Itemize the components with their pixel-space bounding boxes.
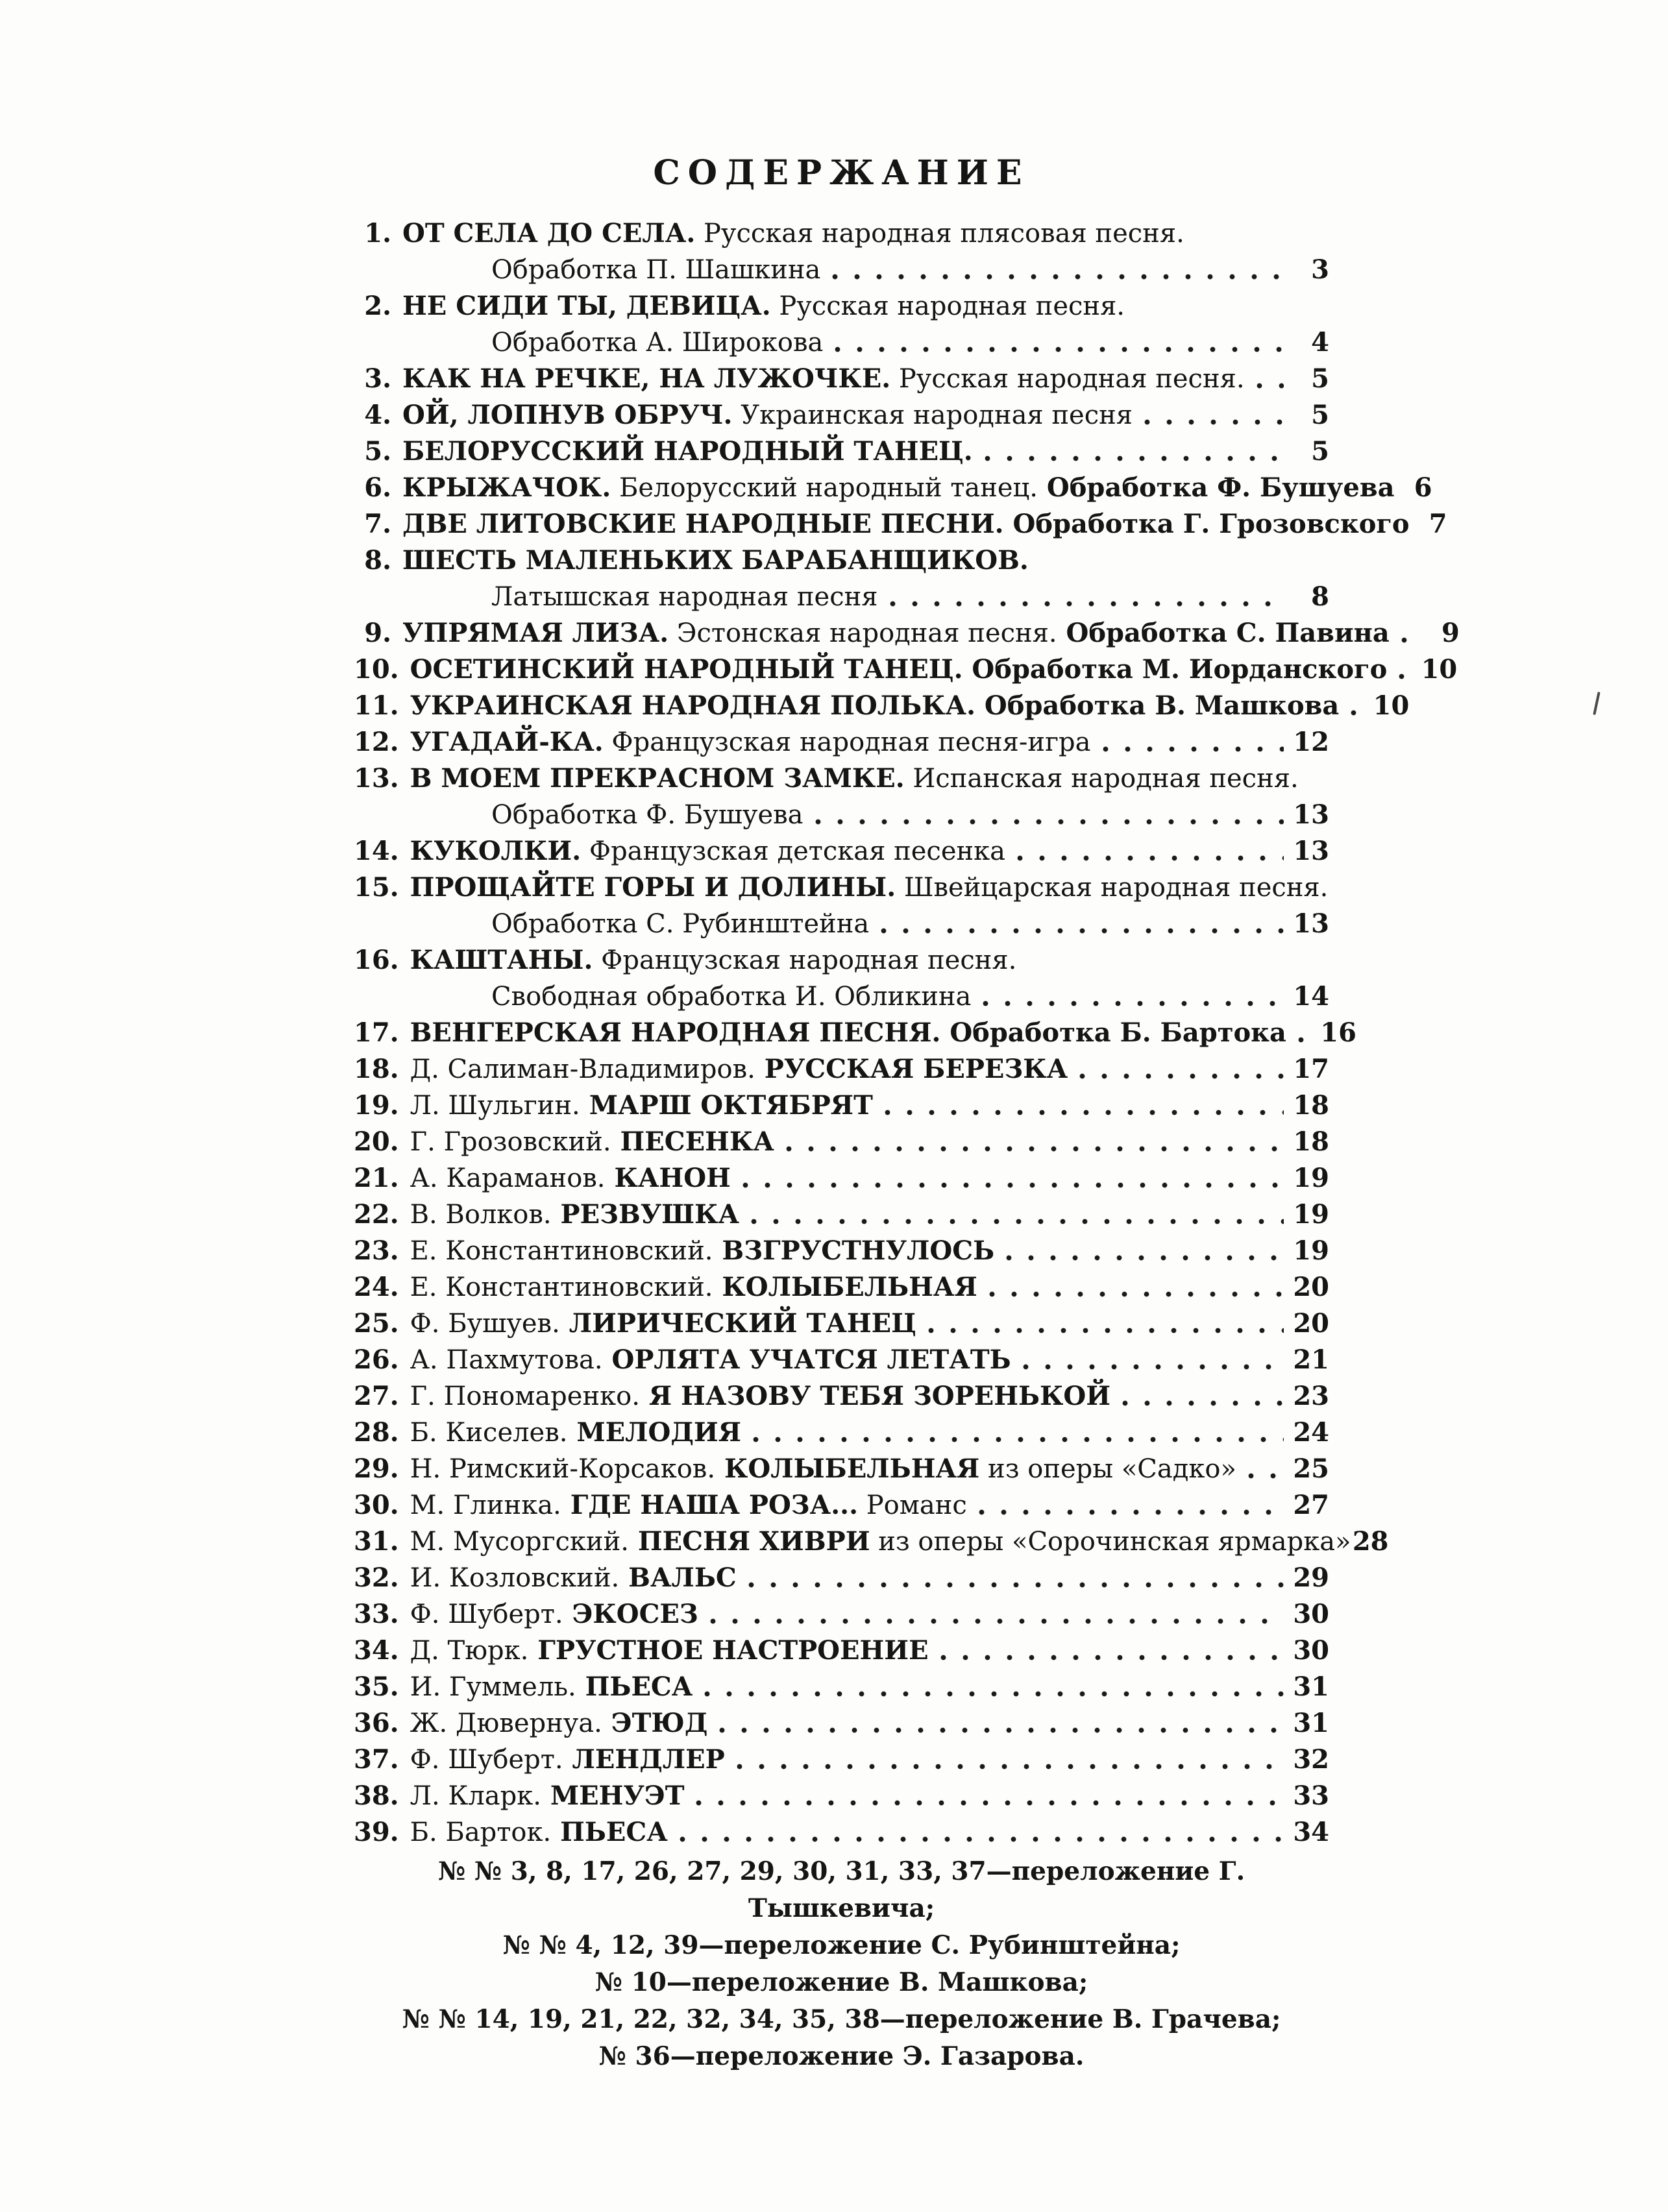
toc-line [354, 506, 1447, 542]
entry-number: 32. [354, 1562, 399, 1593]
entry-number: 36. [354, 1708, 399, 1738]
toc-entry [354, 542, 1329, 615]
entry-number: 23. [354, 1235, 399, 1266]
toc-entry [354, 1342, 1329, 1378]
entry-number: 37. [354, 1744, 399, 1775]
leader-dots [815, 819, 1284, 825]
leader-dots [680, 1836, 1284, 1842]
page-number: 5 [1311, 363, 1329, 394]
leader-dots [979, 1509, 1284, 1515]
entry-number: 14. [354, 836, 399, 866]
entry-number: 4. [364, 400, 391, 430]
entry-text: Обработка А. Широкова [491, 328, 824, 358]
entry-number: 33. [354, 1599, 399, 1629]
toc-line [354, 470, 1432, 506]
toc-line [354, 1342, 1329, 1378]
entry-text: НЕ СИДИ ТЫ, ДЕВИЦА. Русская народная песня. [402, 291, 1125, 321]
toc-entry [354, 1378, 1329, 1415]
entry-text: Латышская народная песня [491, 582, 878, 612]
toc-line [354, 288, 1329, 324]
toc-line [354, 252, 1329, 288]
leader-dots [742, 1182, 1284, 1188]
page-number: 31 [1293, 1671, 1329, 1702]
entry-number: 31. [354, 1526, 399, 1557]
entry-number: 35. [354, 1671, 399, 1702]
leader-dots [786, 1146, 1284, 1152]
footnote-line: № № 3, 8, 17, 26, 27, 29, 30, 31, 33, 37—переложение Г. Тышкевича; [437, 1856, 1245, 1923]
page-number: 19 [1293, 1163, 1329, 1193]
entry-text: Д. Тюрк. ГРУСТНОЕ НАСТРОЕНИЕ [410, 1635, 929, 1666]
entry-number: 13. [354, 763, 399, 794]
entry-number: 38. [354, 1781, 399, 1811]
entry-number: 5. [364, 436, 391, 467]
entry-text: М. Мусоргский. ПЕСНЯ ХИВРИ из оперы «Сорочинская ярмарка» [410, 1526, 1351, 1557]
page-number: 4 [1311, 327, 1329, 358]
toc-entry [354, 833, 1329, 869]
entry-number: 16. [354, 945, 399, 975]
page-number: 20 [1293, 1272, 1329, 1302]
toc-entry [354, 1124, 1329, 1160]
entry-number: 10. [354, 654, 399, 685]
toc-line [354, 542, 1329, 579]
entry-number: 21. [354, 1163, 399, 1193]
leader-dots [890, 601, 1284, 607]
toc-line [354, 1633, 1329, 1669]
leader-dots [1023, 1364, 1284, 1370]
page-number: 14 [1293, 981, 1329, 1012]
page-number: 13 [1293, 908, 1329, 939]
toc-line [354, 1742, 1329, 1778]
toc-entry [354, 1233, 1329, 1269]
entry-text: Ф. Бушуев. ЛИРИЧЕСКИЙ ТАНЕЦ [410, 1308, 916, 1339]
entry-number: 8. [364, 545, 391, 576]
leader-dots [1257, 383, 1284, 389]
page-number: 30 [1293, 1599, 1329, 1629]
entry-number: 20. [354, 1126, 399, 1157]
page-number: 19 [1293, 1235, 1329, 1266]
entry-text: М. Глинка. ГДЕ НАША РОЗА... Романс [410, 1490, 967, 1520]
toc-entry [354, 470, 1432, 506]
toc-entry [354, 724, 1329, 760]
toc-line [354, 215, 1329, 252]
entry-number: 30. [354, 1490, 399, 1520]
toc-entry [354, 869, 1329, 942]
toc-line [354, 1778, 1329, 1814]
entry-text: Е. Константиновский. КОЛЫБЕЛЬНАЯ [410, 1272, 977, 1302]
entry-text: КУКОЛКИ. Французская детская песенка [410, 836, 1006, 866]
entry-number: 3. [364, 363, 391, 394]
toc-line [354, 1596, 1329, 1633]
entry-text: УКРАИНСКАЯ НАРОДНАЯ ПОЛЬКА. Обработка В. Машкова [410, 690, 1340, 721]
leader-dots [696, 1800, 1284, 1806]
entry-text: Обработка Ф. Бушуева [491, 800, 803, 830]
toc-entry [354, 1015, 1356, 1051]
toc-line [354, 1487, 1329, 1524]
entry-text: Ж. Дювернуа. ЭТЮД [410, 1708, 708, 1738]
leader-dots [1017, 855, 1284, 861]
entry-number: 9. [364, 618, 391, 648]
toc-line [354, 1560, 1329, 1596]
toc-line [354, 579, 1329, 615]
page-number: 18 [1293, 1090, 1329, 1121]
leader-dots [835, 346, 1284, 352]
entry-text: ВЕНГЕРСКАЯ НАРОДНАЯ ПЕСНЯ. Обработка Б. Бартока [410, 1017, 1286, 1048]
leader-dots [1399, 674, 1412, 679]
toc-line [354, 688, 1410, 724]
entry-number: 26. [354, 1344, 399, 1375]
entry-text: Г. Пономаренко. Я НАЗОВУ ТЕБЯ ЗОРЕНЬКОЙ [410, 1381, 1111, 1411]
toc-line [354, 1415, 1329, 1451]
entry-text: КАШТАНЫ. Французская народная песня. [410, 945, 1017, 975]
page-number: 32 [1293, 1744, 1329, 1775]
entry-text: Б. Барток. ПЬЕСА [410, 1817, 668, 1847]
page-number: 29 [1293, 1562, 1329, 1593]
footnote-line: № 10—переложение В. Машкова; [595, 1967, 1088, 1997]
leader-dots [1248, 1473, 1284, 1479]
toc-entry [354, 1197, 1329, 1233]
scan-artifact [1593, 692, 1600, 715]
footnotes [354, 1853, 1329, 2075]
page-number: 25 [1293, 1453, 1329, 1484]
toc-line [354, 361, 1329, 397]
leader-dots [1144, 419, 1284, 425]
page-number: 23 [1293, 1381, 1329, 1411]
toc-entry [354, 1778, 1329, 1814]
toc-line [354, 833, 1329, 869]
entry-text: Д. Салиман-Владимиров. РУССКАЯ БЕРЕЗКА [410, 1054, 1068, 1084]
toc-line [354, 797, 1329, 833]
leader-dots [881, 928, 1284, 934]
toc-entry [354, 1269, 1329, 1306]
page-number: 34 [1293, 1817, 1329, 1847]
entry-text: УПРЯМАЯ ЛИЗА. Эстонская народная песня. Обработка С. Павина [402, 618, 1390, 648]
entry-text: И. Гуммель. ПЬЕСА [410, 1671, 693, 1702]
page-number: 31 [1293, 1708, 1329, 1738]
entry-text: Обработка П. Шашкина [491, 255, 821, 285]
entry-number: 1. [364, 218, 391, 249]
leader-dots [832, 274, 1284, 280]
entry-number: 15. [354, 872, 399, 903]
toc-line [354, 1306, 1329, 1342]
page-number: 30 [1293, 1635, 1329, 1666]
page-number: 17 [1293, 1054, 1329, 1084]
toc-entry [354, 1051, 1329, 1088]
entry-text: ШЕСТЬ МАЛЕНЬКИХ БАРАБАНЩИКОВ. [402, 545, 1029, 576]
entry-text: ДВЕ ЛИТОВСКИЕ НАРОДНЫЕ ПЕСНИ. Обработка Г. Грозовского [402, 509, 1410, 539]
toc-line [354, 1814, 1329, 1851]
toc-line [354, 1669, 1329, 1705]
toc-entry [354, 1415, 1329, 1451]
toc-line [354, 1160, 1329, 1197]
page-number: 5 [1311, 436, 1329, 467]
entry-text: Е. Константиновский. ВЗГРУСТНУЛОСЬ [410, 1235, 995, 1266]
entry-number: 27. [354, 1381, 399, 1411]
toc-line [354, 1451, 1329, 1487]
entry-number: 2. [364, 291, 391, 321]
entry-number: 11. [354, 690, 399, 721]
leader-dots [1351, 710, 1364, 716]
entry-text: Г. Грозовский. ПЕСЕНКА [410, 1126, 774, 1157]
toc-line [354, 1233, 1329, 1269]
entry-number: 25. [354, 1308, 399, 1339]
toc-entry [354, 506, 1447, 542]
entry-number: 6. [364, 472, 391, 503]
toc-entry [354, 1742, 1329, 1778]
entry-text: ОЙ, ЛОПНУВ ОБРУЧ. Украинская народная песня [402, 400, 1133, 430]
page-number: 7 [1429, 509, 1447, 539]
page-number: 12 [1293, 727, 1329, 757]
entry-text: Н. Римский-Корсаков. КОЛЫБЕЛЬНАЯ из оперы «Садко» [410, 1453, 1236, 1484]
page-number: 6 [1414, 472, 1432, 503]
entry-number: 7. [364, 509, 391, 539]
entry-text: Ф. Шуберт. ЭКОСЕЗ [410, 1599, 698, 1629]
toc-line [354, 1705, 1329, 1742]
leader-dots [710, 1618, 1284, 1624]
toc-entry [354, 1160, 1329, 1197]
leader-dots [1401, 637, 1414, 643]
entry-text: Ф. Шуберт. ЛЕНДЛЕР [410, 1744, 725, 1775]
toc-line [354, 397, 1329, 433]
leader-dots [751, 1219, 1284, 1224]
leader-dots [940, 1655, 1284, 1660]
toc-entry [354, 688, 1410, 724]
toc-line [354, 615, 1460, 651]
toc-entry [354, 397, 1329, 433]
page-number: 19 [1293, 1199, 1329, 1230]
entry-text: А. Пахмутова. ОРЛЯТА УЧАТСЯ ЛЕТАТЬ [410, 1344, 1011, 1375]
toc-entry [354, 1088, 1329, 1124]
toc-line [354, 1378, 1329, 1415]
toc-entry [354, 1306, 1329, 1342]
leader-dots [885, 1110, 1284, 1115]
toc-entry [354, 288, 1329, 361]
toc-line [354, 724, 1329, 760]
toc-line [354, 1269, 1329, 1306]
entry-number: 18. [354, 1054, 399, 1084]
toc-line [354, 651, 1458, 688]
entry-text: БЕЛОРУССКИЙ НАРОДНЫЙ ТАНЕЦ. [402, 436, 973, 467]
entry-number: 17. [354, 1017, 399, 1048]
toc-entry [354, 1524, 1389, 1560]
page-number: 8 [1311, 581, 1329, 612]
toc-entry [354, 651, 1458, 688]
entry-number: 19. [354, 1090, 399, 1121]
footnote-line: № 36—переложение Э. Газарова. [598, 2041, 1085, 2071]
toc-entry [354, 942, 1329, 1015]
entry-number: 22. [354, 1199, 399, 1230]
entry-number: 12. [354, 727, 399, 757]
page-number: 21 [1293, 1344, 1329, 1375]
entry-text: А. Караманов. КАНОН [410, 1163, 731, 1193]
entry-text: УГАДАЙ-КА. Французская народная песня-игра [410, 727, 1091, 757]
page-number: 10 [1421, 654, 1458, 685]
leader-dots [753, 1437, 1284, 1442]
toc-line [354, 869, 1329, 906]
toc-entry [354, 1814, 1329, 1851]
toc-entry [354, 1560, 1329, 1596]
toc-line [354, 1124, 1329, 1160]
page-title: СОДЕРЖАНИЕ [653, 153, 1030, 193]
leader-dots [1298, 1037, 1311, 1043]
page-number: 5 [1311, 400, 1329, 430]
leader-dots [704, 1691, 1284, 1697]
toc-entry [354, 1669, 1329, 1705]
leader-dots [928, 1328, 1284, 1333]
entry-number: 29. [354, 1453, 399, 1484]
toc-line [354, 1197, 1329, 1233]
entry-number: 24. [354, 1272, 399, 1302]
page-number: 28 [1352, 1526, 1389, 1557]
toc-entry [354, 361, 1329, 397]
page-number: 13 [1293, 836, 1329, 866]
page-number: 13 [1293, 799, 1329, 830]
entry-text: Обработка С. Рубинштейна [491, 909, 870, 939]
entry-text: КАК НА РЕЧКЕ, НА ЛУЖОЧКЕ. Русская народная песня. [402, 363, 1245, 394]
toc-entry [354, 1633, 1329, 1669]
toc-line [354, 433, 1329, 470]
toc-line [354, 906, 1329, 942]
toc-entry [354, 1705, 1329, 1742]
entry-text: Б. Киселев. МЕЛОДИЯ [410, 1417, 741, 1448]
toc-entry [354, 615, 1460, 651]
page-number: 3 [1311, 254, 1329, 285]
toc-line [354, 978, 1329, 1015]
entry-text: И. Козловский. ВАЛЬС [410, 1562, 737, 1593]
entry-text: В МОЕМ ПРЕКРАСНОМ ЗАМКЕ. Испанская народная песня. [410, 763, 1299, 794]
page-number: 20 [1293, 1308, 1329, 1339]
page-number: 16 [1320, 1017, 1356, 1048]
page-number: 9 [1441, 618, 1460, 648]
toc-line [354, 1088, 1329, 1124]
leader-dots [983, 1001, 1284, 1006]
leader-dots [719, 1727, 1284, 1733]
toc-entry [354, 1487, 1329, 1524]
toc-line [354, 760, 1329, 797]
entry-number: 28. [354, 1417, 399, 1448]
toc-line [354, 1524, 1389, 1560]
page-number: 18 [1293, 1126, 1329, 1157]
leader-dots [985, 456, 1284, 461]
entry-text: Л. Шульгин. МАРШ ОКТЯБРЯТ [410, 1090, 873, 1121]
leader-dots [1079, 1073, 1284, 1079]
entry-text: ОТ СЕЛА ДО СЕЛА. Русская народная плясовая песня. [402, 218, 1184, 249]
leader-dots [1006, 1255, 1284, 1261]
toc-entry [354, 760, 1329, 833]
entry-text: Свободная обработка И. Обликина [491, 982, 972, 1012]
toc-list [354, 215, 1460, 1851]
entry-text: КРЫЖАЧОК. Белорусский народный танец. Обработка Ф. Бушуева [402, 472, 1395, 503]
entry-text: В. Волков. РЕЗВУШКА [410, 1199, 739, 1230]
toc-entry [354, 433, 1329, 470]
entry-number: 34. [354, 1635, 399, 1666]
page-number: 10 [1373, 690, 1410, 721]
entry-text: Л. Кларк. МЕНУЭТ [410, 1781, 685, 1811]
toc-line [354, 1015, 1356, 1051]
page-number: 24 [1293, 1417, 1329, 1448]
toc-entry [354, 215, 1329, 288]
leader-dots [748, 1582, 1284, 1588]
leader-dots [989, 1291, 1284, 1297]
toc-line [354, 324, 1329, 361]
toc-entry [354, 1451, 1329, 1487]
leader-dots [1122, 1400, 1284, 1406]
toc-line [354, 942, 1329, 978]
footnote-line: № № 14, 19, 21, 22, 32, 34, 35, 38—переложение В. Грачева; [402, 2004, 1281, 2034]
page-number: 33 [1293, 1781, 1329, 1811]
page-number: 27 [1293, 1490, 1329, 1520]
leader-dots [1103, 746, 1284, 752]
toc-entry [354, 1596, 1329, 1633]
footnote-line: № № 4, 12, 39—переложение С. Рубинштейна; [502, 1930, 1181, 1960]
leader-dots [737, 1764, 1284, 1769]
entry-text: ОСЕТИНСКИЙ НАРОДНЫЙ ТАНЕЦ. Обработка М. Иорданского [410, 654, 1388, 685]
toc-line [354, 1051, 1329, 1088]
entry-text: ПРОЩАЙТЕ ГОРЫ И ДОЛИНЫ. Швейцарская народная песня. [410, 872, 1329, 903]
entry-number: 39. [354, 1817, 399, 1847]
